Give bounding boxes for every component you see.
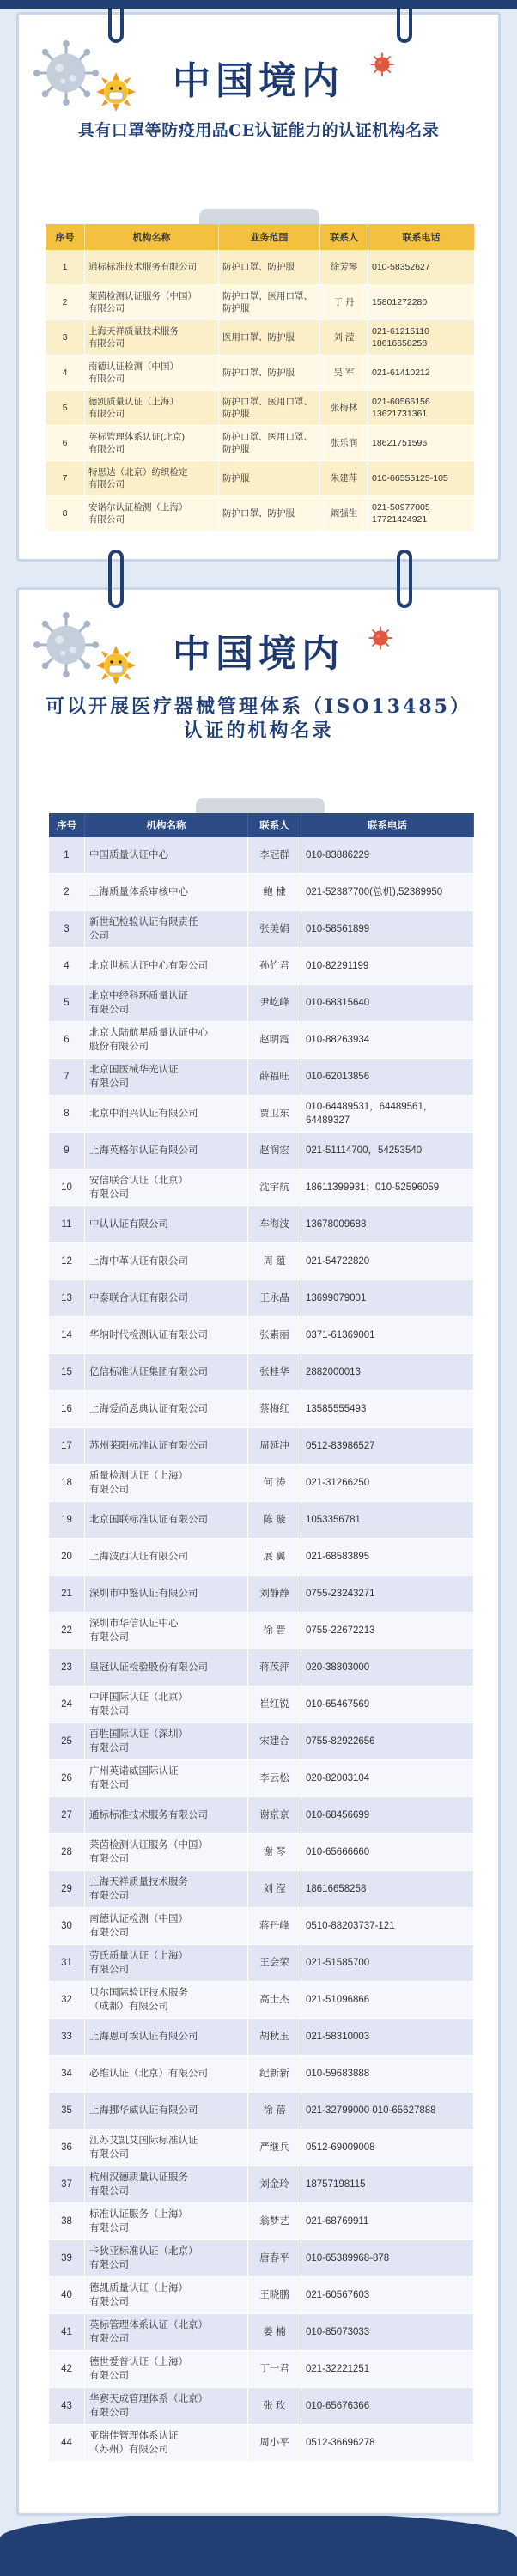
table-row — [49, 1871, 474, 1908]
cell-name: 深圳市华信认证中心 有限公司 — [85, 1613, 248, 1649]
cell-contact: 纪新新 — [248, 2056, 301, 2093]
cell-name: 南德认证检测（中国） 有限公司 — [85, 355, 219, 391]
table-row — [46, 461, 475, 496]
cell-phone: 021-31266250 — [301, 1465, 474, 1502]
column-header-phone: 联系电话 — [368, 224, 475, 250]
cell-phone: 010-83886229 — [301, 837, 474, 874]
table-row — [49, 1502, 474, 1539]
table-row — [49, 1465, 474, 1502]
cell-contact: 李云松 — [248, 1760, 301, 1797]
section-subtitle-line1: 可以开展医疗器械管理体系（ISO13485） — [46, 696, 471, 718]
binder-ring — [108, 550, 124, 608]
cell-name: 北京国联标准认证有限公司 — [85, 1502, 248, 1539]
cell-phone: 010-68456699 — [301, 1797, 474, 1834]
cell-no: 24 — [49, 1686, 85, 1723]
cell-contact: 徐 蓓 — [248, 2093, 301, 2129]
column-header-contact: 联系人 — [248, 813, 301, 837]
cell-no: 30 — [49, 1908, 85, 1945]
cell-name: 北京世标认证中心有限公司 — [85, 948, 248, 985]
cell-scope: 防护口罩、医用口罩、 防护服 — [219, 391, 320, 426]
cell-phone: 010-82291199 — [301, 948, 474, 985]
cell-contact: 何 涛 — [248, 1465, 301, 1502]
cell-contact: 陈 璇 — [248, 1502, 301, 1539]
cell-contact: 刘静静 — [248, 1576, 301, 1613]
cell-phone: 13585555493 — [301, 1391, 474, 1428]
cell-no: 5 — [49, 985, 85, 1022]
table-row — [49, 2203, 474, 2240]
table-row — [49, 2093, 474, 2129]
iso13485-table — [49, 813, 474, 2462]
cell-phone: 010-58561899 — [301, 911, 474, 948]
table-row — [49, 2388, 474, 2425]
table-row — [49, 1576, 474, 1613]
cell-no: 8 — [46, 496, 85, 532]
table-row — [49, 1723, 474, 1760]
cell-no: 22 — [49, 1613, 85, 1649]
cell-name: 亚瑞佳管理体系认证 （苏州）有限公司 — [85, 2425, 248, 2462]
cell-contact: 丁一君 — [248, 2351, 301, 2388]
cell-phone: 1053356781 — [301, 1502, 474, 1539]
cell-name: 杭州汉德质量认证服务 有限公司 — [85, 2166, 248, 2203]
cell-name: 英标管理体系认证（北京） 有限公司 — [85, 2314, 248, 2351]
cell-name: 亿信标准认证集团有限公司 — [85, 1354, 248, 1391]
table-row — [49, 1206, 474, 1243]
cell-name: 莱茵检测认证服务（中国） 有限公司 — [85, 285, 219, 320]
cell-name: 北京中经科环质量认证 有限公司 — [85, 985, 248, 1022]
column-header-contact: 联系人 — [320, 224, 368, 250]
cell-name: 通标标准技术服务有限公司 — [85, 250, 219, 285]
cell-phone: 010-58352627 — [368, 250, 475, 285]
cell-phone: 021-60567603 — [301, 2277, 474, 2314]
cell-contact: 蒋丹峰 — [248, 1908, 301, 1945]
section-title: 中国境内 — [173, 632, 344, 676]
cell-no: 8 — [49, 1096, 85, 1133]
cell-phone: 010-85073033 — [301, 2314, 474, 2351]
cell-scope: 防护服 — [219, 461, 320, 496]
cell-contact: 赵润宏 — [248, 1133, 301, 1170]
cell-name: 上海爱尚恩典认证有限公司 — [85, 1391, 248, 1428]
cell-contact: 刘金玲 — [248, 2166, 301, 2203]
table-row — [49, 1613, 474, 1649]
cell-contact: 朱建萍 — [320, 461, 368, 496]
cell-no: 39 — [49, 2240, 85, 2277]
cell-no: 2 — [46, 285, 85, 320]
cell-no: 43 — [49, 2388, 85, 2425]
cell-scope: 医用口罩、防护服 — [219, 320, 320, 355]
table-header-row — [46, 224, 475, 250]
cell-contact: 鲍 棣 — [248, 874, 301, 911]
cell-name: 标准认证服务（上海） 有限公司 — [85, 2203, 248, 2240]
cell-no: 31 — [49, 1945, 85, 1982]
cell-no: 15 — [49, 1354, 85, 1391]
cell-name: 上海波西认证有限公司 — [85, 1539, 248, 1576]
cell-phone: 010-65389968-878 — [301, 2240, 474, 2277]
bottom-band — [0, 2512, 517, 2576]
cell-contact: 徐 晋 — [248, 1613, 301, 1649]
cell-no: 3 — [46, 320, 85, 355]
binder-ring — [108, 0, 124, 43]
table-row — [49, 1354, 474, 1391]
cell-phone: 0510-88203737-121 — [301, 1908, 474, 1945]
table-row — [49, 2314, 474, 2351]
cell-name: 新世纪检验认证有限责任 公司 — [85, 911, 248, 948]
cell-no: 3 — [49, 911, 85, 948]
cell-contact: 蔡梅红 — [248, 1391, 301, 1428]
binder-ring — [397, 550, 412, 608]
cell-contact: 张美娟 — [248, 911, 301, 948]
cell-phone: 021-68583895 — [301, 1539, 474, 1576]
cell-no: 44 — [49, 2425, 85, 2462]
cell-phone: 021-52387700(总机),52389950 — [301, 874, 474, 911]
table-row — [46, 496, 475, 532]
cell-phone: 0512-69009008 — [301, 2129, 474, 2166]
cell-name: 中国质量认证中心 — [85, 837, 248, 874]
cell-no: 4 — [49, 948, 85, 985]
cell-contact: 尹屹峰 — [248, 985, 301, 1022]
cell-name: 上海天祥质量技术服务 有限公司 — [85, 1871, 248, 1908]
cell-name: 上海挪华威认证有限公司 — [85, 2093, 248, 2129]
cell-name: 上海中革认证有限公司 — [85, 1243, 248, 1280]
cell-contact: 吴 军 — [320, 355, 368, 391]
cell-no: 11 — [49, 1206, 85, 1243]
cell-contact: 薛福旺 — [248, 1059, 301, 1096]
cell-name: 英标管理体系认证(北京) 有限公司 — [85, 426, 219, 461]
cell-contact: 周 蕴 — [248, 1243, 301, 1280]
cell-no: 1 — [49, 837, 85, 874]
binder-ring — [397, 0, 412, 43]
cell-name: 德凯质量认证（上海） 有限公司 — [85, 391, 219, 426]
cell-name: 必维认证（北京）有限公司 — [85, 2056, 248, 2093]
cell-no: 7 — [46, 461, 85, 496]
table-row — [46, 320, 475, 355]
cell-no: 2 — [49, 874, 85, 911]
table-header-row — [49, 813, 474, 837]
table-row — [46, 391, 475, 426]
cell-contact: 周延冲 — [248, 1428, 301, 1465]
cell-contact: 贾卫东 — [248, 1096, 301, 1133]
cell-phone: 021-61215110 18616658258 — [368, 320, 475, 355]
cell-scope: 防护口罩、防护服 — [219, 250, 320, 285]
cell-no: 28 — [49, 1834, 85, 1871]
table-row — [49, 2019, 474, 2056]
cell-phone: 010-65676366 — [301, 2388, 474, 2425]
ce-certification-table — [46, 224, 475, 532]
cell-phone: 13699079001 — [301, 1280, 474, 1317]
cell-phone: 0512-83986527 — [301, 1428, 474, 1465]
cell-contact: 姜 楠 — [248, 2314, 301, 2351]
cell-name: 中泰联合认证有限公司 — [85, 1280, 248, 1317]
cell-no: 17 — [49, 1428, 85, 1465]
table-row — [49, 874, 474, 911]
table-row — [49, 1022, 474, 1059]
table-row — [49, 1280, 474, 1317]
cell-phone: 020-82003104 — [301, 1760, 474, 1797]
cell-name: 深圳市中鉴认证有限公司 — [85, 1576, 248, 1613]
cell-no: 36 — [49, 2129, 85, 2166]
cell-name: 上海质量体系审核中心 — [85, 874, 248, 911]
cell-name: 中评国际认证（北京） 有限公司 — [85, 1686, 248, 1723]
cell-contact: 张乐润 — [320, 426, 368, 461]
table-row — [49, 2056, 474, 2093]
cell-contact: 张 玫 — [248, 2388, 301, 2425]
cell-name: 北京国医械华光认证 有限公司 — [85, 1059, 248, 1096]
table-row — [49, 1096, 474, 1133]
table-row — [46, 426, 475, 461]
cell-phone: 0755-22672213 — [301, 1613, 474, 1649]
cell-name: 德世爱普认证（上海） 有限公司 — [85, 2351, 248, 2388]
table-row — [49, 1908, 474, 1945]
cell-contact: 谢京京 — [248, 1797, 301, 1834]
column-header-scope: 业务范围 — [219, 224, 320, 250]
cell-contact: 于 丹 — [320, 285, 368, 320]
table-row — [49, 948, 474, 985]
cell-scope: 防护口罩、医用口罩、 防护服 — [219, 426, 320, 461]
cell-contact: 唐春平 — [248, 2240, 301, 2277]
cell-no: 42 — [49, 2351, 85, 2388]
cell-phone: 2882000013 — [301, 1354, 474, 1391]
cell-scope: 防护口罩、防护服 — [219, 496, 320, 532]
cell-contact: 徐芳琴 — [320, 250, 368, 285]
cell-phone: 010-88263934 — [301, 1022, 474, 1059]
cell-no: 16 — [49, 1391, 85, 1428]
cell-name: 安诺尔认证检测（上海） 有限公司 — [85, 496, 219, 532]
cell-name: 广州英诺威国际认证 有限公司 — [85, 1760, 248, 1797]
table-row — [49, 2351, 474, 2388]
column-header-phone: 联系电话 — [301, 813, 474, 837]
cell-phone: 021-32799000 010-65627888 — [301, 2093, 474, 2129]
table-row — [49, 1391, 474, 1428]
table-row — [49, 1428, 474, 1465]
cell-phone: 021-58310003 — [301, 2019, 474, 2056]
cell-contact: 宋建合 — [248, 1723, 301, 1760]
cell-contact: 李冠群 — [248, 837, 301, 874]
folder-tab — [196, 798, 325, 813]
cell-no: 5 — [46, 391, 85, 426]
cell-phone: 021-51114700，54253540 — [301, 1133, 474, 1170]
table-row — [49, 1243, 474, 1280]
cell-phone: 021-51096866 — [301, 1982, 474, 2019]
cell-contact: 刘 滢 — [320, 320, 368, 355]
cell-no: 40 — [49, 2277, 85, 2314]
table-row — [49, 837, 474, 874]
cell-contact: 张素丽 — [248, 1317, 301, 1354]
table-row — [49, 1317, 474, 1354]
cell-no: 7 — [49, 1059, 85, 1096]
table-row — [49, 1133, 474, 1170]
cell-name: 上海天祥质量技术服务 有限公司 — [85, 320, 219, 355]
cell-name: 贝尔国际验证技术服务 （成都）有限公司 — [85, 1982, 248, 2019]
table-row — [49, 2240, 474, 2277]
cell-phone: 021-61410212 — [368, 355, 475, 391]
table-row — [49, 1797, 474, 1834]
cell-phone: 010-66555125-105 — [368, 461, 475, 496]
cell-contact: 孙竹君 — [248, 948, 301, 985]
cell-contact: 张桂华 — [248, 1354, 301, 1391]
cell-no: 10 — [49, 1170, 85, 1206]
cell-contact: 严继兵 — [248, 2129, 301, 2166]
cell-no: 32 — [49, 1982, 85, 2019]
cell-no: 13 — [49, 1280, 85, 1317]
cell-phone: 13678009688 — [301, 1206, 474, 1243]
cell-name: 北京大陆航星质量认证中心 股份有限公司 — [85, 1022, 248, 1059]
cell-phone: 0755-23243271 — [301, 1576, 474, 1613]
cell-no: 37 — [49, 2166, 85, 2203]
folder-tab — [199, 209, 319, 224]
column-header-no: 序号 — [46, 224, 85, 250]
top-band — [0, 0, 517, 9]
cell-no: 29 — [49, 1871, 85, 1908]
cell-phone: 021-50977005 17721424921 — [368, 496, 475, 532]
cell-contact: 沈宇航 — [248, 1170, 301, 1206]
cell-no: 38 — [49, 2203, 85, 2240]
cell-no: 18 — [49, 1465, 85, 1502]
table-row — [49, 1982, 474, 2019]
section-subtitle-line2: 认证的机构名录 — [183, 720, 334, 742]
table-row — [49, 2277, 474, 2314]
cell-name: 质量检测认证（上海） 有限公司 — [85, 1465, 248, 1502]
cell-contact: 高士杰 — [248, 1982, 301, 2019]
table-row — [49, 1760, 474, 1797]
cell-no: 12 — [49, 1243, 85, 1280]
cell-no: 14 — [49, 1317, 85, 1354]
cell-phone: 021-32221251 — [301, 2351, 474, 2388]
cell-contact: 车海波 — [248, 1206, 301, 1243]
cell-contact: 张梅林 — [320, 391, 368, 426]
cell-phone: 0755-82922656 — [301, 1723, 474, 1760]
cell-name: 华纳时代检测认证有限公司 — [85, 1317, 248, 1354]
cell-phone: 021-60566156 13621731361 — [368, 391, 475, 426]
table-row — [49, 985, 474, 1022]
cell-name: 莱茵检测认证服务（中国） 有限公司 — [85, 1834, 248, 1871]
cell-contact: 谢 琴 — [248, 1834, 301, 1871]
table-row — [49, 1649, 474, 1686]
cell-phone: 010-65666660 — [301, 1834, 474, 1871]
cell-contact: 王晓鹏 — [248, 2277, 301, 2314]
cell-contact: 展 翼 — [248, 1539, 301, 1576]
column-header-name: 机构名称 — [85, 224, 219, 250]
column-header-name: 机构名称 — [85, 813, 248, 837]
cell-name: 华赛天成管理体系（北京） 有限公司 — [85, 2388, 248, 2425]
cell-no: 33 — [49, 2019, 85, 2056]
cell-contact: 蒋茂萍 — [248, 1649, 301, 1686]
table-row — [46, 355, 475, 391]
cell-phone: 021-54722820 — [301, 1243, 474, 1280]
cell-no: 4 — [46, 355, 85, 391]
cell-contact: 阚强生 — [320, 496, 368, 532]
cell-no: 27 — [49, 1797, 85, 1834]
cell-name: 通标标准技术服务有限公司 — [85, 1797, 248, 1834]
cell-phone: 0512-36696278 — [301, 2425, 474, 2462]
cell-name: 江苏艾凯艾国际标准认证 有限公司 — [85, 2129, 248, 2166]
cell-name: 百胜国际认证（深圳） 有限公司 — [85, 1723, 248, 1760]
cell-no: 21 — [49, 1576, 85, 1613]
cell-scope: 防护口罩、防护服 — [219, 355, 320, 391]
table-row — [49, 1686, 474, 1723]
table-row — [49, 1170, 474, 1206]
cell-phone: 18611399931；010-52596059 — [301, 1170, 474, 1206]
cell-scope: 防护口罩、医用口罩、 防护服 — [219, 285, 320, 320]
cell-contact: 崔红锐 — [248, 1686, 301, 1723]
cell-phone: 021-68769911 — [301, 2203, 474, 2240]
cell-no: 23 — [49, 1649, 85, 1686]
table-row — [49, 2166, 474, 2203]
cell-name: 皇冠认证检验股份有限公司 — [85, 1649, 248, 1686]
table-row — [49, 2425, 474, 2462]
cell-name: 劳氏质量认证（上海） 有限公司 — [85, 1945, 248, 1982]
cell-contact: 王会荣 — [248, 1945, 301, 1982]
cell-phone: 18621751596 — [368, 426, 475, 461]
cell-phone: 010-59683888 — [301, 2056, 474, 2093]
cell-no: 34 — [49, 2056, 85, 2093]
cell-contact: 刘 滢 — [248, 1871, 301, 1908]
cell-no: 9 — [49, 1133, 85, 1170]
cell-contact: 翁梦艺 — [248, 2203, 301, 2240]
table-row — [49, 1834, 474, 1871]
table-row — [46, 285, 475, 320]
cell-phone: 18616658258 — [301, 1871, 474, 1908]
cell-no: 41 — [49, 2314, 85, 2351]
cell-no: 6 — [49, 1022, 85, 1059]
cell-name: 上海英格尔认证有限公司 — [85, 1133, 248, 1170]
cell-name: 德凯质量认证（上海） 有限公司 — [85, 2277, 248, 2314]
table-row — [49, 1945, 474, 1982]
cell-contact: 周小平 — [248, 2425, 301, 2462]
cell-phone: 021-51585700 — [301, 1945, 474, 1982]
cell-name: 苏州莱阳标准认证有限公司 — [85, 1428, 248, 1465]
cell-phone: 15801272280 — [368, 285, 475, 320]
section-title: 中国境内 — [173, 59, 344, 103]
table-row — [46, 250, 475, 285]
cell-no: 20 — [49, 1539, 85, 1576]
cell-no: 25 — [49, 1723, 85, 1760]
cell-name: 南德认证检测（中国） 有限公司 — [85, 1908, 248, 1945]
cell-phone: 010-64489531，64489561， 64489327 — [301, 1096, 474, 1133]
cell-no: 26 — [49, 1760, 85, 1797]
cell-no: 35 — [49, 2093, 85, 2129]
cell-phone: 010-68315640 — [301, 985, 474, 1022]
cell-name: 安信联合认证（北京） 有限公司 — [85, 1170, 248, 1206]
cell-no: 19 — [49, 1502, 85, 1539]
cell-phone: 0371-61369001 — [301, 1317, 474, 1354]
cell-no: 6 — [46, 426, 85, 461]
table-row — [49, 1059, 474, 1096]
cell-name: 北京中润兴认证有限公司 — [85, 1096, 248, 1133]
table-row — [49, 2129, 474, 2166]
cell-phone: 010-65467569 — [301, 1686, 474, 1723]
cell-name: 特思达（北京）纺织检定 有限公司 — [85, 461, 219, 496]
cell-phone: 020-38803000 — [301, 1649, 474, 1686]
cell-contact: 赵明霞 — [248, 1022, 301, 1059]
table-row — [49, 1539, 474, 1576]
cell-name: 卡狄亚标准认证（北京） 有限公司 — [85, 2240, 248, 2277]
cell-contact: 胡秋玉 — [248, 2019, 301, 2056]
table-row — [49, 911, 474, 948]
column-header-no: 序号 — [49, 813, 85, 837]
section-subtitle: 具有口罩等防疫用品CE认证能力的认证机构名录 — [77, 121, 440, 140]
cell-phone: 18757198115 — [301, 2166, 474, 2203]
cell-contact: 王永晶 — [248, 1280, 301, 1317]
cell-name: 中认认证有限公司 — [85, 1206, 248, 1243]
cell-no: 1 — [46, 250, 85, 285]
cell-name: 上海恩可埃认证有限公司 — [85, 2019, 248, 2056]
cell-phone: 010-62013856 — [301, 1059, 474, 1096]
